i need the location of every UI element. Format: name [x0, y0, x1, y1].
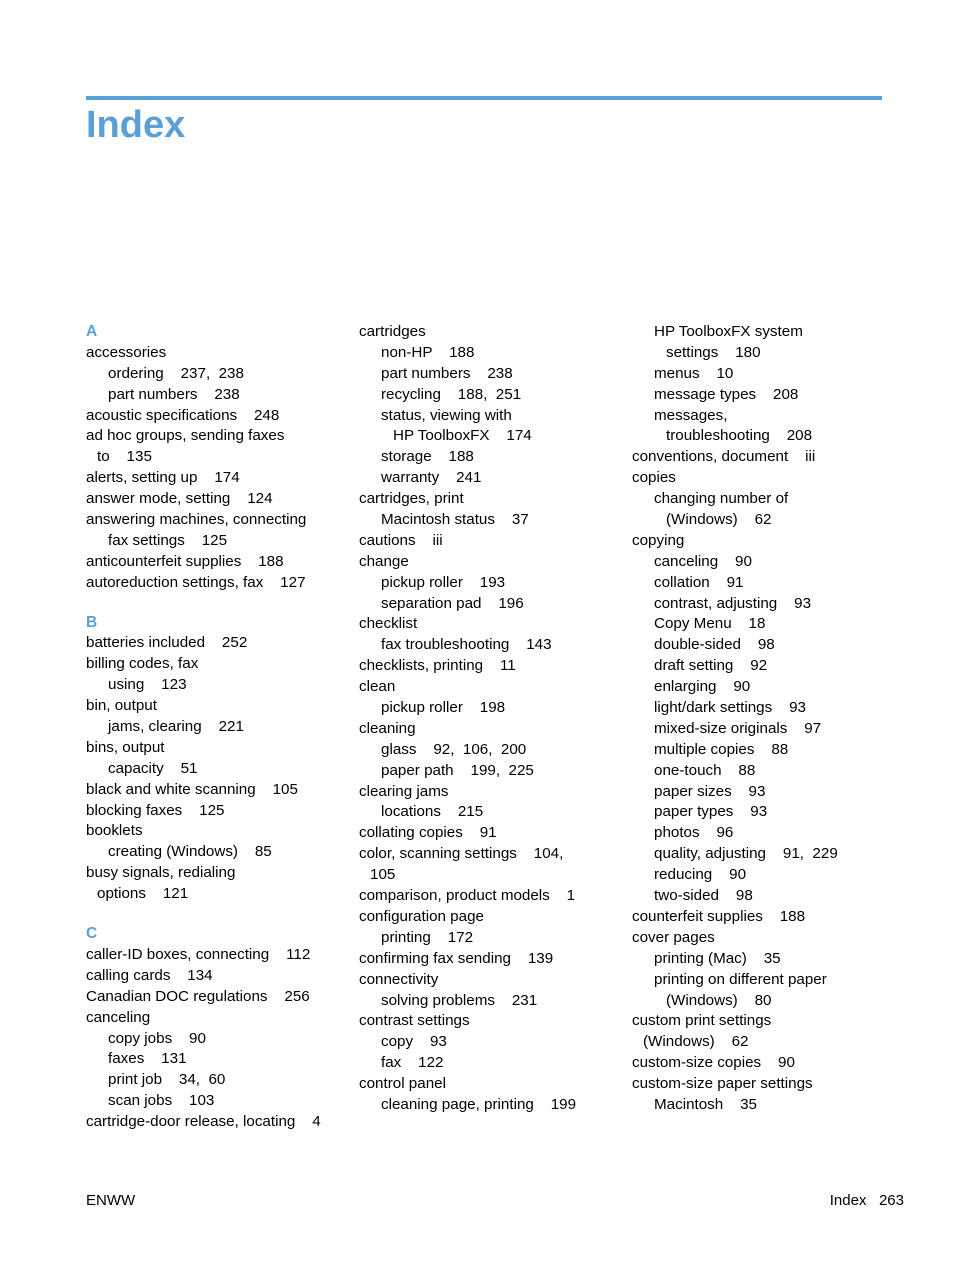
page-title: Index [86, 104, 186, 146]
index-subentry: 105 [370, 866, 396, 884]
index-entry: custom print settings [632, 1012, 772, 1030]
index-subentry: Macintosh 35 [654, 1095, 757, 1113]
index-subentry: separation pad 196 [381, 594, 524, 612]
index-subentry: part numbers 238 [108, 385, 240, 403]
index-entry: copying [632, 531, 685, 549]
index-subentry: collation 91 [654, 573, 744, 591]
index-entry: configuration page [359, 907, 484, 925]
index-entry: blocking faxes 125 [86, 801, 225, 819]
section-gap [86, 905, 346, 924]
index-subentry: double-sided 98 [654, 636, 775, 654]
index-subentry: options 121 [97, 885, 189, 903]
index-entry: cartridges [359, 323, 426, 340]
index-subentry: mixed-size originals 97 [654, 719, 822, 737]
index-entry: batteries included 252 [86, 634, 248, 652]
index-subentry: multiple copies 88 [654, 740, 789, 758]
index-subentry: fax settings 125 [108, 531, 228, 549]
index-subentry: (Windows) 80 [666, 991, 772, 1009]
index-subentry: cleaning page, printing 199 [381, 1095, 577, 1113]
index-subentry: paper types 93 [654, 803, 768, 821]
index-subentry: paper sizes 93 [654, 782, 766, 800]
index-entry: ad hoc groups, sending faxes [86, 427, 285, 445]
index-entry: checklist [359, 615, 418, 633]
index-subentry: creating (Windows) 85 [108, 843, 272, 861]
index-entry: busy signals, redialing [86, 864, 236, 882]
index-subentry: ordering 237, 238 [108, 364, 244, 382]
index-entry: checklists, printing 11 [359, 657, 516, 675]
index-subentry: copy 93 [381, 1033, 447, 1051]
index-subentry: canceling 90 [654, 552, 752, 570]
index-subentry: fax 122 [381, 1054, 444, 1072]
index-subentry: Copy Menu 18 [654, 615, 766, 633]
index-subentry: locations 215 [381, 803, 484, 821]
index-column-2 [359, 322, 619, 1116]
footer-doc-code: ENWW [86, 1192, 136, 1209]
index-entry: clean [359, 678, 396, 696]
index-section-letter: B [86, 613, 98, 631]
index-subentry: changing number of [654, 490, 789, 508]
index-subentry: faxes 131 [108, 1050, 187, 1068]
index-entry: comparison, product models 1 [359, 887, 576, 905]
index-entry: canceling [86, 1008, 151, 1026]
index-entry: calling cards 134 [86, 966, 213, 984]
index-subentry: one-touch 88 [654, 761, 756, 779]
index-subentry: settings 180 [666, 343, 761, 361]
index-entry: copies [632, 469, 676, 487]
index-subentry: quality, adjusting 91, 229 [654, 845, 838, 863]
index-subentry: capacity 51 [108, 759, 198, 777]
index-entry: cartridge-door release, locating 4 [86, 1113, 321, 1131]
index-entry: color, scanning settings 104, [359, 845, 564, 863]
index-subentry: glass 92, 106, 200 [381, 740, 527, 758]
index-subentry: HP ToolboxFX 174 [393, 427, 532, 445]
index-subentry: scan jobs 103 [108, 1092, 215, 1110]
index-subentry: message types 208 [654, 385, 799, 403]
index-subentry: reducing 90 [654, 866, 747, 884]
index-subentry: Macintosh status 37 [381, 511, 529, 529]
index-entry: change [359, 552, 409, 570]
index-subentry: storage 188 [381, 448, 474, 466]
index-entry: counterfeit supplies 188 [632, 907, 806, 925]
index-subentry: HP ToolboxFX system [654, 323, 803, 340]
index-subentry: paper path 199, 225 [381, 761, 534, 779]
index-entry: collating copies 91 [359, 824, 497, 842]
index-subentry: printing (Mac) 35 [654, 949, 781, 967]
index-entry: answering machines, connecting [86, 511, 307, 529]
index-entry: Canadian DOC regulations 256 [86, 987, 310, 1005]
index-subentry: messages, [654, 406, 728, 424]
index-subentry: copy jobs 90 [108, 1029, 206, 1047]
index-subentry: non-HP 188 [381, 343, 475, 361]
index-section-letter: A [86, 323, 98, 340]
index-subentry: part numbers 238 [381, 364, 513, 382]
index-subentry: draft setting 92 [654, 657, 768, 675]
index-entry: custom-size paper settings [632, 1075, 813, 1093]
index-subentry: to 135 [97, 448, 152, 466]
index-entry: cartridges, print [359, 490, 464, 508]
index-subentry: printing on different paper [654, 970, 827, 988]
index-entry: bin, output [86, 697, 157, 715]
index-entry: alerts, setting up 174 [86, 469, 240, 487]
index-entry: accessories [86, 343, 167, 361]
index-entry: connectivity [359, 970, 439, 988]
index-entry: cleaning [359, 719, 416, 737]
index-section-letter: C [86, 925, 98, 943]
index-subentry: solving problems 231 [381, 991, 538, 1009]
index-entry: black and white scanning 105 [86, 780, 298, 798]
index-entry: control panel [359, 1075, 446, 1093]
index-subentry: light/dark settings 93 [654, 699, 806, 717]
index-subentry: fax troubleshooting 143 [381, 636, 552, 654]
index-entry: custom-size copies 90 [632, 1054, 795, 1072]
index-column-3 [632, 322, 912, 1116]
index-subentry: photos 96 [654, 824, 734, 842]
index-subentry: print job 34, 60 [108, 1071, 226, 1089]
index-subentry: printing 172 [381, 928, 474, 946]
index-subentry: pickup roller 198 [381, 699, 506, 717]
index-entry: autoreduction settings, fax 127 [86, 573, 306, 591]
index-subentry: troubleshooting 208 [666, 427, 813, 445]
index-column-1 [86, 322, 346, 1133]
index-subentry: pickup roller 193 [381, 573, 506, 591]
index-subentry: using 123 [108, 676, 187, 694]
index-entry: confirming fax sending 139 [359, 949, 554, 967]
index-entry: cover pages [632, 928, 715, 946]
index-subentry: enlarging 90 [654, 678, 751, 696]
index-subentry: menus 10 [654, 364, 734, 382]
index-entry: anticounterfeit supplies 188 [86, 552, 284, 570]
index-entry: contrast settings [359, 1012, 470, 1030]
index-entry: bins, output [86, 738, 165, 756]
index-entry: billing codes, fax [86, 655, 199, 673]
index-subentry: warranty 241 [381, 469, 482, 487]
index-subentry: status, viewing with [381, 406, 512, 424]
title-rule [86, 96, 882, 100]
index-subentry: jams, clearing 221 [108, 718, 244, 736]
section-gap [86, 594, 346, 613]
index-subentry: contrast, adjusting 93 [654, 594, 812, 612]
index-subentry: (Windows) 62 [666, 511, 772, 529]
index-entry: answer mode, setting 124 [86, 490, 273, 508]
index-subentry: two-sided 98 [654, 887, 753, 905]
index-subentry: (Windows) 62 [643, 1033, 749, 1051]
index-entry: conventions, document iii [632, 448, 816, 466]
index-entry: booklets [86, 822, 143, 840]
index-entry: caller-ID boxes, connecting 112 [86, 945, 311, 963]
footer-page-number: Index 263 [829, 1192, 904, 1209]
index-entry: clearing jams [359, 782, 449, 800]
index-entry: acoustic specifications 248 [86, 406, 280, 424]
index-entry: cautions iii [359, 531, 443, 549]
index-subentry: recycling 188, 251 [381, 385, 522, 403]
